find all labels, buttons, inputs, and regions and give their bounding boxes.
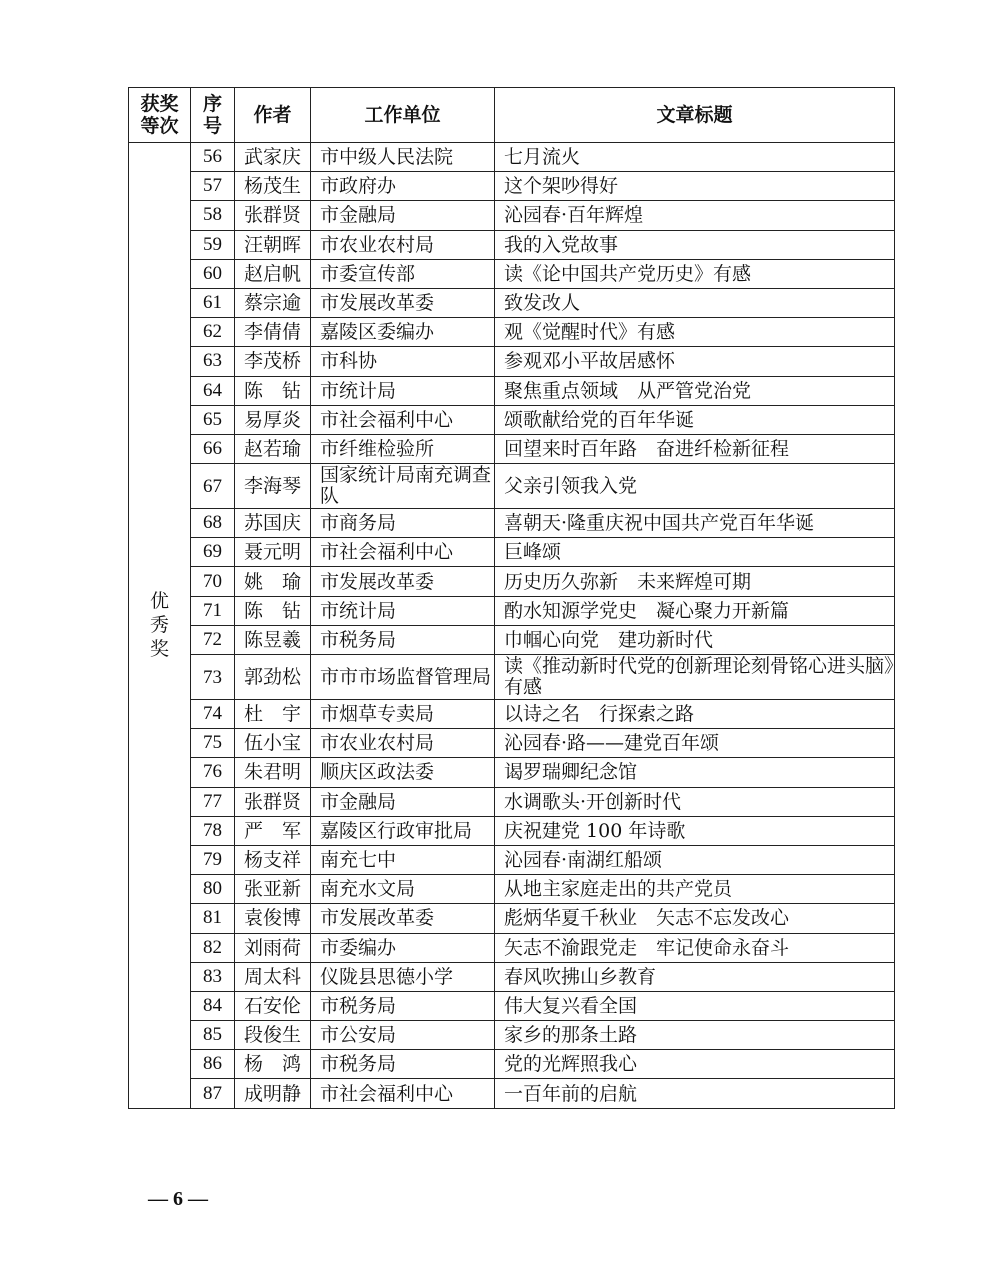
table-row	[129, 1050, 895, 1079]
table-row	[129, 464, 895, 509]
table-row	[129, 700, 895, 729]
seq-cell: 71	[191, 596, 235, 625]
title-cell: 矢志不渝跟党走 牢记使命永奋斗	[495, 933, 895, 962]
author-cell: 郭劲松	[235, 655, 311, 700]
table-row	[129, 1079, 895, 1108]
seq-cell: 85	[191, 1021, 235, 1050]
table-row	[129, 729, 895, 758]
author-cell: 段俊生	[235, 1021, 311, 1050]
prize-level-cell	[129, 143, 191, 1109]
unit-cell: 市烟草专卖局	[311, 700, 495, 729]
table-row	[129, 230, 895, 259]
author-cell: 伍小宝	[235, 729, 311, 758]
title-cell: 这个架吵得好	[495, 172, 895, 201]
author-cell: 张亚新	[235, 875, 311, 904]
unit-cell: 市税务局	[311, 991, 495, 1020]
author-cell: 李倩倩	[235, 318, 311, 347]
seq-cell: 64	[191, 376, 235, 405]
author-cell: 陈 钻	[235, 376, 311, 405]
unit-cell: 市发展改革委	[311, 288, 495, 317]
author-cell: 汪朝晖	[235, 230, 311, 259]
table-row	[129, 596, 895, 625]
seq-cell: 73	[191, 655, 235, 700]
unit-cell: 市农业农村局	[311, 230, 495, 259]
author-cell: 李茂桥	[235, 347, 311, 376]
table-row	[129, 787, 895, 816]
title-cell: 历史历久弥新 未来辉煌可期	[495, 567, 895, 596]
table-row	[129, 143, 895, 172]
author-cell: 杨 鸿	[235, 1050, 311, 1079]
seq-cell: 70	[191, 567, 235, 596]
table-row	[129, 318, 895, 347]
title-cell: 读《论中国共产党历史》有感	[495, 259, 895, 288]
title-cell: 读《推动新时代党的创新理论刻骨铭心进头脑》有感	[495, 655, 895, 700]
title-cell: 庆祝建党 100 年诗歌	[495, 816, 895, 845]
title-cell: 聚焦重点领域 从严管党治党	[495, 376, 895, 405]
seq-cell: 81	[191, 904, 235, 933]
author-cell: 朱君明	[235, 758, 311, 787]
title-cell: 春风吹拂山乡教育	[495, 962, 895, 991]
unit-cell: 市农业农村局	[311, 729, 495, 758]
unit-cell: 市发展改革委	[311, 904, 495, 933]
unit-cell: 市科协	[311, 347, 495, 376]
unit-cell: 市税务局	[311, 1050, 495, 1079]
table-row	[129, 376, 895, 405]
title-cell: 谒罗瑞卿纪念馆	[495, 758, 895, 787]
seq-cell: 59	[191, 230, 235, 259]
table-row	[129, 962, 895, 991]
title-cell: 回望来时百年路 奋进纤检新征程	[495, 434, 895, 463]
author-cell: 杨茂生	[235, 172, 311, 201]
seq-cell: 79	[191, 845, 235, 874]
title-cell: 沁园春·路——建党百年颂	[495, 729, 895, 758]
table-row	[129, 259, 895, 288]
table-row	[129, 625, 895, 654]
seq-cell: 72	[191, 625, 235, 654]
author-cell: 石安伦	[235, 991, 311, 1020]
author-cell: 易厚炎	[235, 405, 311, 434]
unit-cell: 市市市场监督管理局	[311, 655, 495, 700]
header-title: 文章标题	[495, 88, 895, 143]
seq-cell: 84	[191, 991, 235, 1020]
seq-cell: 77	[191, 787, 235, 816]
title-cell: 父亲引领我入党	[495, 464, 895, 509]
unit-cell: 嘉陵区委编办	[311, 318, 495, 347]
awards-table	[128, 87, 895, 1109]
author-cell: 赵若瑜	[235, 434, 311, 463]
table-row	[129, 845, 895, 874]
seq-cell: 62	[191, 318, 235, 347]
table-row	[129, 933, 895, 962]
title-cell: 观《觉醒时代》有感	[495, 318, 895, 347]
unit-cell: 市社会福利中心	[311, 538, 495, 567]
seq-cell: 76	[191, 758, 235, 787]
author-cell: 陈 钻	[235, 596, 311, 625]
unit-cell: 市纤维检验所	[311, 434, 495, 463]
seq-cell: 56	[191, 143, 235, 172]
author-cell: 刘雨荷	[235, 933, 311, 962]
header-unit: 工作单位	[311, 88, 495, 143]
page-number: — 6 —	[148, 1188, 208, 1210]
unit-cell: 仪陇县思德小学	[311, 962, 495, 991]
title-cell: 七月流火	[495, 143, 895, 172]
unit-cell: 市商务局	[311, 509, 495, 538]
seq-cell: 80	[191, 875, 235, 904]
title-cell: 一百年前的启航	[495, 1079, 895, 1108]
title-cell: 沁园春·百年辉煌	[495, 201, 895, 230]
seq-cell: 61	[191, 288, 235, 317]
header-seq: 序 号	[191, 88, 235, 143]
unit-cell: 市委编办	[311, 933, 495, 962]
title-cell: 参观邓小平故居感怀	[495, 347, 895, 376]
seq-cell: 58	[191, 201, 235, 230]
table-row	[129, 816, 895, 845]
table-row	[129, 538, 895, 567]
table-row	[129, 172, 895, 201]
table-row	[129, 347, 895, 376]
title-cell: 我的入党故事	[495, 230, 895, 259]
title-cell: 酌水知源学党史 凝心聚力开新篇	[495, 596, 895, 625]
table-row	[129, 758, 895, 787]
title-cell: 家乡的那条土路	[495, 1021, 895, 1050]
author-cell: 姚 瑜	[235, 567, 311, 596]
seq-cell: 68	[191, 509, 235, 538]
author-cell: 成明静	[235, 1079, 311, 1108]
seq-cell: 66	[191, 434, 235, 463]
seq-cell: 63	[191, 347, 235, 376]
unit-cell: 市政府办	[311, 172, 495, 201]
title-cell: 从地主家庭走出的共产党员	[495, 875, 895, 904]
title-cell: 党的光辉照我心	[495, 1050, 895, 1079]
author-cell: 陈昱羲	[235, 625, 311, 654]
unit-cell: 顺庆区政法委	[311, 758, 495, 787]
table-body	[129, 143, 895, 1109]
author-cell: 张群贤	[235, 787, 311, 816]
author-cell: 张群贤	[235, 201, 311, 230]
unit-cell: 市委宣传部	[311, 259, 495, 288]
unit-cell: 市金融局	[311, 201, 495, 230]
unit-cell: 市社会福利中心	[311, 1079, 495, 1108]
author-cell: 杜 宇	[235, 700, 311, 729]
unit-cell: 市统计局	[311, 596, 495, 625]
author-cell: 苏国庆	[235, 509, 311, 538]
seq-cell: 86	[191, 1050, 235, 1079]
seq-cell: 78	[191, 816, 235, 845]
unit-cell: 市公安局	[311, 1021, 495, 1050]
table-row	[129, 655, 895, 700]
prize-level-label: 优秀奖	[149, 590, 169, 661]
table-row	[129, 1021, 895, 1050]
seq-cell: 82	[191, 933, 235, 962]
table-row	[129, 434, 895, 463]
table-row	[129, 904, 895, 933]
seq-cell: 83	[191, 962, 235, 991]
seq-cell: 69	[191, 538, 235, 567]
header-row	[129, 88, 895, 143]
seq-cell: 57	[191, 172, 235, 201]
unit-cell: 市发展改革委	[311, 567, 495, 596]
unit-cell: 市社会福利中心	[311, 405, 495, 434]
author-cell: 聂元明	[235, 538, 311, 567]
table-row	[129, 509, 895, 538]
table-header	[129, 88, 895, 143]
table-row	[129, 875, 895, 904]
title-cell: 沁园春·南湖红船颂	[495, 845, 895, 874]
author-cell: 李海琴	[235, 464, 311, 509]
title-cell: 致发改人	[495, 288, 895, 317]
author-cell: 武家庆	[235, 143, 311, 172]
unit-cell: 南充七中	[311, 845, 495, 874]
unit-cell: 南充水文局	[311, 875, 495, 904]
table-row	[129, 288, 895, 317]
unit-cell: 市税务局	[311, 625, 495, 654]
seq-cell: 65	[191, 405, 235, 434]
title-cell: 水调歌头·开创新时代	[495, 787, 895, 816]
seq-cell: 74	[191, 700, 235, 729]
table-row	[129, 201, 895, 230]
author-cell: 袁俊博	[235, 904, 311, 933]
author-cell: 蔡宗逾	[235, 288, 311, 317]
title-cell: 彪炳华夏千秋业 矢志不忘发改心	[495, 904, 895, 933]
unit-cell: 市金融局	[311, 787, 495, 816]
title-cell: 颂歌献给党的百年华诞	[495, 405, 895, 434]
author-cell: 周太科	[235, 962, 311, 991]
unit-cell: 市统计局	[311, 376, 495, 405]
seq-cell: 60	[191, 259, 235, 288]
title-cell: 喜朝天·隆重庆祝中国共产党百年华诞	[495, 509, 895, 538]
title-cell: 以诗之名 行探索之路	[495, 700, 895, 729]
table-row	[129, 567, 895, 596]
header-author: 作者	[235, 88, 311, 143]
seq-cell: 87	[191, 1079, 235, 1108]
title-cell: 巾帼心向党 建功新时代	[495, 625, 895, 654]
table-row	[129, 405, 895, 434]
title-cell: 巨峰颂	[495, 538, 895, 567]
unit-cell: 嘉陵区行政审批局	[311, 816, 495, 845]
seq-cell: 75	[191, 729, 235, 758]
header-prize-level: 获奖 等次	[129, 88, 191, 143]
author-cell: 赵启帆	[235, 259, 311, 288]
author-cell: 严 军	[235, 816, 311, 845]
table-row	[129, 991, 895, 1020]
unit-cell: 国家统计局南充调查队	[311, 464, 495, 509]
unit-cell: 市中级人民法院	[311, 143, 495, 172]
seq-cell: 67	[191, 464, 235, 509]
author-cell: 杨支祥	[235, 845, 311, 874]
title-cell: 伟大复兴看全国	[495, 991, 895, 1020]
